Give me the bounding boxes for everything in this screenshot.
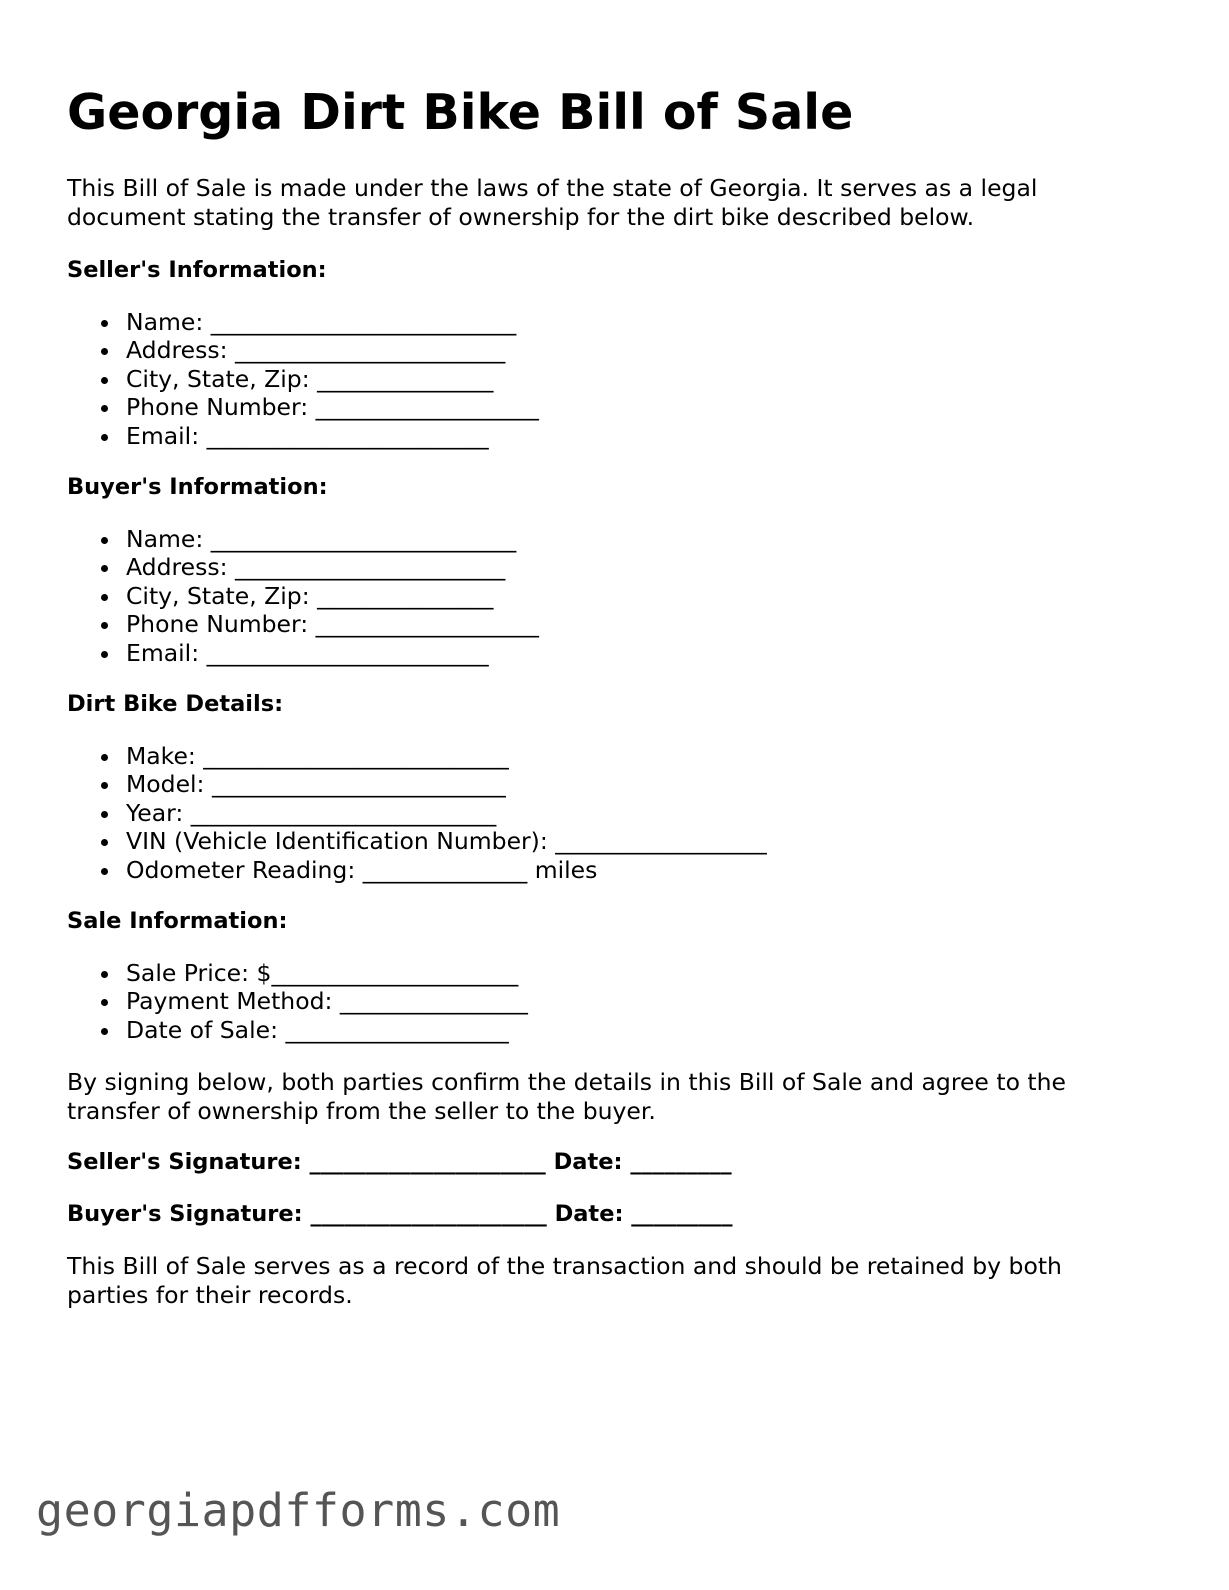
sale-price-field: Sale Price: $_____________________: [67, 959, 528, 987]
closing-paragraph: This Bill of Sale serves as a record of the transaction and should be retained by both parties for their records.: [67, 1252, 1062, 1309]
buyer-section-heading: Buyer's Information:: [67, 474, 328, 500]
buyer-address-field: Address: _______________________: [67, 553, 539, 581]
bike-model-field: Model: _________________________: [67, 770, 767, 798]
buyer-signature-line: Buyer's Signature: _____________________ Date: _________: [67, 1201, 733, 1227]
bike-section-heading: Dirt Bike Details:: [67, 691, 284, 717]
bike-year-field: Year: __________________________: [67, 799, 767, 827]
buyer-city-state-zip-field: City, State, Zip: _______________: [67, 582, 539, 610]
bike-vin-field: VIN (Vehicle Identification Number): __________________: [67, 827, 767, 855]
bike-fields-list: [67, 742, 767, 884]
seller-city-state-zip-field: City, State, Zip: _______________: [67, 365, 539, 393]
sale-section-heading: Sale Information:: [67, 908, 288, 934]
seller-email-field: Email: ________________________: [67, 422, 539, 450]
buyer-email-field: Email: ________________________: [67, 639, 539, 667]
seller-address-field: Address: _______________________: [67, 336, 539, 364]
bike-odometer-field: Odometer Reading: ______________ miles: [67, 856, 767, 884]
seller-phone-field: Phone Number: ___________________: [67, 393, 539, 421]
confirmation-paragraph: By signing below, both parties confirm the details in this Bill of Sale and agree to the transfer of ownership from the seller to the buyer.: [67, 1068, 1066, 1125]
sale-fields-list: [67, 959, 528, 1044]
date-of-sale-field: Date of Sale: ___________________: [67, 1016, 528, 1044]
seller-name-field: Name: __________________________: [67, 308, 539, 336]
seller-fields-list: [67, 308, 539, 450]
bike-make-field: Make: __________________________: [67, 742, 767, 770]
intro-paragraph: This Bill of Sale is made under the laws of the state of Georgia. It serves as a legal document stating the transfer of ownership for the dirt bike described below.: [67, 174, 1038, 231]
seller-signature-line: Seller's Signature: _____________________ Date: _________: [67, 1149, 732, 1175]
buyer-name-field: Name: __________________________: [67, 525, 539, 553]
buyer-fields-list: [67, 525, 539, 667]
seller-section-heading: Seller's Information:: [67, 257, 327, 283]
payment-method-field: Payment Method: ________________: [67, 987, 528, 1015]
buyer-phone-field: Phone Number: ___________________: [67, 610, 539, 638]
document-title: Georgia Dirt Bike Bill of Sale: [67, 84, 854, 141]
watermark-logo: georgiapdfforms.com: [36, 1484, 561, 1537]
